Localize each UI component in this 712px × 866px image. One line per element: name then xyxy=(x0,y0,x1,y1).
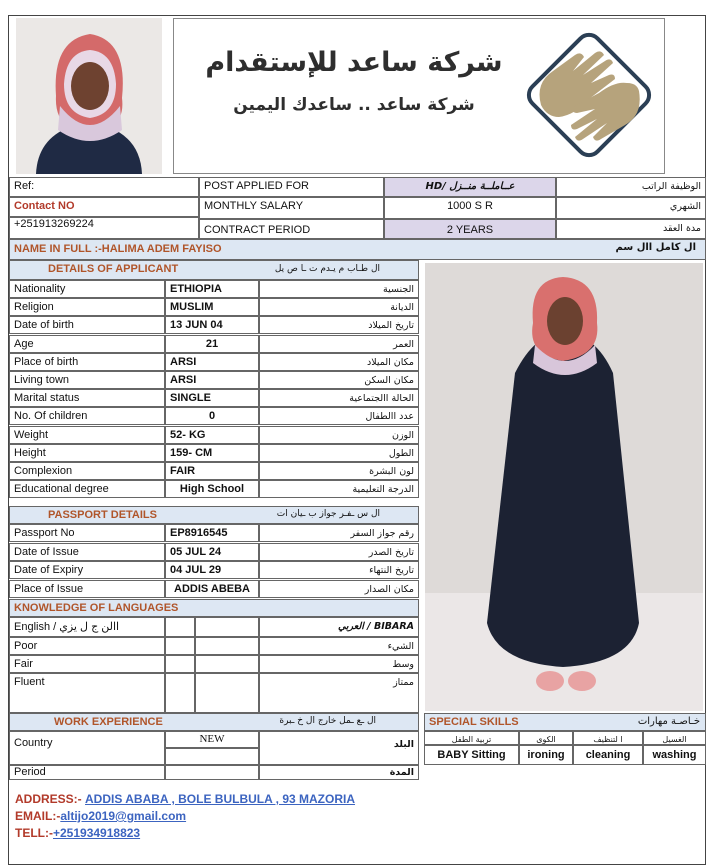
country-label: Country xyxy=(9,731,165,765)
language-level-label: Poor xyxy=(9,637,165,655)
language-level-label-ar: الشيء xyxy=(259,637,419,655)
detail-label-ar: مكان الميلاد xyxy=(259,353,419,371)
skill-item: ironing xyxy=(519,745,573,765)
period-value: 2 YEARS xyxy=(384,219,556,239)
passport-title-ar: ال س ـفـر جواز ب ـيان ات xyxy=(276,509,380,519)
detail-label-ar: العمر xyxy=(259,335,419,353)
detail-value: 159- CM xyxy=(165,444,259,462)
period-exp-value xyxy=(165,765,259,780)
language-level-label: Fluent xyxy=(9,673,165,713)
detail-label-ar: الديانة xyxy=(259,298,419,316)
passport-value: ADDIS ABEBA xyxy=(165,580,259,598)
passport-value: EP8916545 xyxy=(165,524,259,542)
salary-label-ar: الشهري xyxy=(556,197,706,219)
detail-label: Marital status xyxy=(9,389,165,407)
skills-title-ar: خـاصـة مهارات xyxy=(637,716,700,727)
detail-value: 21 xyxy=(165,335,259,353)
email-line xyxy=(15,809,186,823)
detail-value: SINGLE xyxy=(165,389,259,407)
passport-value: 04 JUL 29 xyxy=(165,561,259,579)
applicant-title: DETAILS OF APPLICANT xyxy=(48,263,179,275)
full-body-photo xyxy=(425,263,703,711)
period-exp-label: Period xyxy=(9,765,165,780)
arabic-label: BIBARA / العربي xyxy=(259,617,419,637)
passport-label: Place of Issue xyxy=(9,580,165,598)
language-level-check xyxy=(165,655,195,673)
tell-label: TELL:- xyxy=(15,826,53,840)
detail-label-ar: تاريخ الميلاد xyxy=(259,316,419,334)
detail-label: Age xyxy=(9,335,165,353)
contact-label: Contact NO xyxy=(9,197,199,217)
detail-label: Place of birth xyxy=(9,353,165,371)
english-check-2[interactable] xyxy=(195,617,259,637)
languages-title: KNOWLEDGE OF LANGUAGES xyxy=(14,602,179,614)
detail-label: Date of birth xyxy=(9,316,165,334)
ref-label: Ref: xyxy=(9,177,199,197)
country-label-ar: البلد xyxy=(259,731,419,765)
experience-title-ar: ال ـع ـمل خارج ال خ ـبرة xyxy=(279,716,376,726)
english-check-1[interactable] xyxy=(165,617,195,637)
skill-subhead-ar: الغسيل xyxy=(643,731,706,745)
email-value[interactable]: altijo2019@gmail.com xyxy=(60,809,187,823)
company-banner xyxy=(173,18,665,174)
language-level-check xyxy=(195,637,259,655)
detail-label-ar: الحالة االجتماعية xyxy=(259,389,419,407)
detail-value: 13 JUN 04 xyxy=(165,316,259,334)
detail-label: Weight xyxy=(9,426,165,444)
country-value: NEW xyxy=(165,731,259,748)
skill-item: cleaning xyxy=(573,745,643,765)
skill-subhead-ar: ا لتنظيف xyxy=(573,731,643,745)
detail-label: Height xyxy=(9,444,165,462)
detail-value: ARSI xyxy=(165,353,259,371)
language-level-check xyxy=(195,655,259,673)
passport-label: Passport No xyxy=(9,524,165,542)
passport-label: Date of Expiry xyxy=(9,561,165,579)
passport-label-ar: تاريخ الصدر xyxy=(259,543,419,561)
address-value[interactable]: ADDIS ABABA , BOLE BULBULA , 93 MAZORIA xyxy=(85,792,356,806)
detail-label: Educational degree xyxy=(9,480,165,498)
english-label: English / االن ج ل يزي xyxy=(9,617,165,637)
tell-value[interactable]: +251934918823 xyxy=(53,826,141,840)
passport-title: PASSPORT DETAILS xyxy=(48,509,157,521)
company-slogan: شركة ساعد .. ساعدك اليمين xyxy=(233,95,475,115)
detail-label: No. Of children xyxy=(9,407,165,425)
detail-label-ar: الجنسية xyxy=(259,280,419,298)
applicant-title-ar: ال طـاب م يـدم ت ـا ص يل xyxy=(274,264,380,274)
language-level-check xyxy=(195,673,259,713)
post-value: HD/ عــاملــة منــزل xyxy=(384,177,556,197)
full-name-ar: ال كامل اال سم xyxy=(615,242,696,253)
hands-logo-icon xyxy=(519,25,659,165)
passport-label-ar: تاريخ النتهاء xyxy=(259,561,419,579)
language-level-label: Fair xyxy=(9,655,165,673)
full-name: NAME IN FULL :-HALIMA ADEM FAYISO xyxy=(9,239,706,260)
contact-value: +251913269224 xyxy=(9,217,199,239)
company-name: شركة ساعد للإستقدام xyxy=(205,47,503,78)
passport-label-ar: مكان الصدار xyxy=(259,580,419,598)
passport-label: Date of Issue xyxy=(9,543,165,561)
period-exp-label-ar: المدة xyxy=(259,765,419,780)
address-line xyxy=(15,792,355,806)
period-label: CONTRACT PERIOD xyxy=(199,219,384,239)
salary-label: MONTHLY SALARY xyxy=(199,197,384,219)
detail-value: 52- KG xyxy=(165,426,259,444)
detail-label: Complexion xyxy=(9,462,165,480)
post-label: POST APPLIED FOR xyxy=(199,177,384,197)
portrait-photo xyxy=(16,18,162,174)
skill-item: washing xyxy=(643,745,706,765)
detail-value: ARSI xyxy=(165,371,259,389)
detail-label-ar: عدد االطفال xyxy=(259,407,419,425)
post-label-ar: الوظيفة الراتب xyxy=(556,177,706,197)
detail-label-ar: مكان السكن xyxy=(259,371,419,389)
passport-label-ar: رقم جواز السفر xyxy=(259,524,419,542)
detail-value: MUSLIM xyxy=(165,298,259,316)
experience-title: WORK EXPERIENCE xyxy=(54,716,163,728)
detail-label: Nationality xyxy=(9,280,165,298)
skill-item: BABY Sitting xyxy=(424,745,519,765)
language-level-label-ar: وسط xyxy=(259,655,419,673)
address-label: ADDRESS:- xyxy=(15,792,82,806)
skill-subhead-ar: الكوى xyxy=(519,731,573,745)
detail-label: Religion xyxy=(9,298,165,316)
language-level-label-ar: ممتاز xyxy=(259,673,419,713)
skills-title: SPECIAL SKILLS xyxy=(429,716,519,728)
detail-value: 0 xyxy=(165,407,259,425)
email-label: EMAIL:- xyxy=(15,809,61,823)
detail-label-ar: الطول xyxy=(259,444,419,462)
country-value-blank xyxy=(165,748,259,765)
detail-label-ar: لون البشرة xyxy=(259,462,419,480)
detail-label-ar: الدرجة التعليمية xyxy=(259,480,419,498)
languages-header xyxy=(9,599,419,617)
salary-value: 1000 S R xyxy=(384,197,556,219)
tell-line xyxy=(15,826,140,840)
language-level-check xyxy=(165,637,195,655)
detail-value: ETHIOPIA xyxy=(165,280,259,298)
period-label-ar: مدة العقد xyxy=(556,219,706,239)
detail-value: FAIR xyxy=(165,462,259,480)
language-level-check xyxy=(165,673,195,713)
passport-value: 05 JUL 24 xyxy=(165,543,259,561)
detail-value: High School xyxy=(165,480,259,498)
detail-label: Living town xyxy=(9,371,165,389)
skill-subhead-ar: تربية الطفل xyxy=(424,731,519,745)
detail-label-ar: الوزن xyxy=(259,426,419,444)
